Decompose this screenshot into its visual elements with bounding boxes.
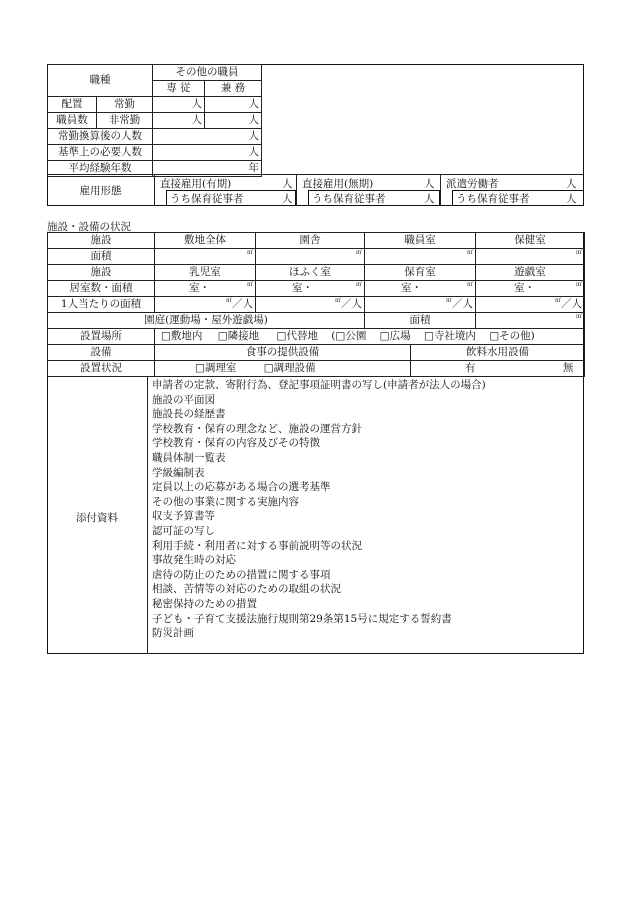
playroom-per-person-field[interactable]: ㎡／人 bbox=[476, 297, 585, 313]
dispatch-unit[interactable]: 人 bbox=[566, 178, 577, 190]
attachment-item: 職員体制一覧表 bbox=[152, 451, 226, 464]
attachment-item: 利用手続・利用者に対する事前説明等の状況 bbox=[152, 539, 362, 552]
nursery-per-person-field[interactable]: ㎡／人 bbox=[365, 297, 476, 313]
attachment-item: 定員以上の応募がある場合の選考基準 bbox=[152, 481, 331, 494]
attachment-item: 申請者の定款、寄附行為、登記事項証明書の写し(申請者が法人の場合) bbox=[152, 379, 486, 391]
attachment-item: 防災計画 bbox=[152, 627, 194, 640]
infant-room-label: 乳児室 bbox=[155, 265, 256, 281]
attachment-item: 学校教育・保育の理念など、施設の運営方針 bbox=[152, 422, 362, 435]
crawling-room-label: ほふく室 bbox=[256, 265, 365, 281]
direct-indef-childcare-label: うち保育従事者 bbox=[312, 193, 386, 205]
converted-label: 常勤換算後の人数 bbox=[48, 129, 153, 145]
attachments-list bbox=[152, 378, 486, 641]
health-room-label: 保健室 bbox=[476, 233, 585, 249]
water-equipment-label: 飲料水用設備 bbox=[411, 345, 585, 361]
attachment-item: 事故発生時の対応 bbox=[152, 554, 236, 567]
attachment-item: 施設長の経歴書 bbox=[152, 408, 226, 421]
garden-label: 園庭(運動場・屋外遊戯場) bbox=[48, 313, 365, 329]
attachments-label: 添付資料 bbox=[76, 512, 118, 524]
meal-equipment-label: 食事の提供設備 bbox=[155, 345, 411, 361]
direct-indef-childcare-unit[interactable]: 人 bbox=[424, 193, 435, 205]
direct-fixed-childcare-unit[interactable]: 人 bbox=[282, 193, 293, 205]
facility-label-2: 施設 bbox=[48, 265, 155, 281]
attachment-item: 学級編制表 bbox=[152, 466, 205, 479]
regular-parttime-field[interactable]: 人 bbox=[205, 97, 262, 113]
required-field[interactable]: 人 bbox=[153, 145, 262, 161]
regular-label: 常勤 bbox=[97, 97, 153, 113]
crawling-rooms-field[interactable]: 室・ ㎡ bbox=[256, 281, 365, 297]
checkbox-park[interactable]: (□公園 bbox=[331, 330, 367, 342]
direct-fixed-childcare-label: うち保育従事者 bbox=[170, 193, 244, 205]
site-whole-label: 敷地全体 bbox=[155, 233, 256, 249]
nursery-rooms-field[interactable]: 室・ ㎡ bbox=[365, 281, 476, 297]
meal-options bbox=[155, 361, 411, 377]
staff-room-label: 職員室 bbox=[365, 233, 476, 249]
attachment-item: 子ども・子育て支援法施行規則第29条第15号に規定する誓約書 bbox=[152, 612, 452, 625]
fulltime-label: 専 従 bbox=[153, 81, 205, 97]
checkbox-temple[interactable]: □寺社境内 bbox=[423, 330, 476, 342]
regular-fulltime-field[interactable]: 人 bbox=[153, 97, 205, 113]
garden-area-label: 面積 bbox=[365, 313, 476, 329]
checkbox-on-site[interactable]: □敷地内 bbox=[161, 330, 203, 342]
install-status-label: 設置状況 bbox=[48, 361, 155, 377]
location-options bbox=[155, 329, 585, 345]
checkbox-substitute[interactable]: □代替地 bbox=[276, 330, 318, 342]
per-person-label: 1人当たりの面積 bbox=[48, 297, 155, 313]
checkbox-other[interactable]: □その他) bbox=[489, 330, 535, 342]
nonregular-fulltime-field[interactable]: 人 bbox=[153, 113, 205, 129]
avg-years-label: 平均経験年数 bbox=[48, 161, 153, 177]
water-yes[interactable]: 有 bbox=[465, 362, 476, 374]
attachment-item: 施設の平面図 bbox=[152, 393, 215, 406]
water-options bbox=[411, 361, 585, 377]
facility-label-1: 施設 bbox=[48, 233, 155, 249]
building-area-field[interactable]: ㎡ bbox=[256, 249, 365, 265]
playroom-rooms-field[interactable]: 室・ ㎡ bbox=[476, 281, 585, 297]
attachment-item: 認可証の写し bbox=[152, 524, 215, 537]
crawling-per-person-field[interactable]: ㎡／人 bbox=[256, 297, 365, 313]
attachment-item: 学校教育・保育の内容及びその特徴 bbox=[152, 437, 320, 450]
dispatch-childcare-label: うち保育従事者 bbox=[456, 193, 530, 205]
nursery-room-label: 保育室 bbox=[365, 265, 476, 281]
checkbox-adjacent[interactable]: □隣接地 bbox=[217, 330, 260, 342]
direct-fixed-label: 直接雇用(有期) bbox=[160, 178, 232, 190]
attachment-item: その他の事業に関する実施内容 bbox=[152, 495, 299, 508]
converted-field[interactable]: 人 bbox=[153, 129, 262, 145]
attachment-item: 収支予算書等 bbox=[152, 510, 215, 523]
nonregular-label: 非常勤 bbox=[97, 113, 153, 129]
assignment-label: 配置 bbox=[48, 97, 97, 113]
required-label: 基準上の必要人数 bbox=[48, 145, 153, 161]
facilities-grid bbox=[47, 232, 585, 377]
attachment-item: 虐待の防止のための措置に関する事項 bbox=[152, 568, 331, 581]
location-label: 設置場所 bbox=[48, 329, 155, 345]
attachment-item: 相談、苦情等の対応のための取組の状況 bbox=[152, 583, 341, 596]
infant-per-person-field[interactable]: ㎡／人 bbox=[155, 297, 256, 313]
employment-label: 雇用形態 bbox=[79, 185, 122, 197]
other-staff-label: その他の職員 bbox=[153, 65, 262, 81]
staff-count-label: 職員数 bbox=[48, 113, 97, 129]
direct-indef-label: 直接雇用(無期) bbox=[302, 178, 374, 190]
rooms-area-label: 居室数・面積 bbox=[48, 281, 155, 297]
staff-room-area-field[interactable]: ㎡ bbox=[365, 249, 476, 265]
nonregular-parttime-field[interactable]: 人 bbox=[205, 113, 262, 129]
equipment-label: 設備 bbox=[48, 345, 155, 361]
health-room-area-field[interactable]: ㎡ bbox=[476, 249, 585, 265]
parttime-label: 兼 務 bbox=[205, 81, 262, 97]
area-label: 面積 bbox=[48, 249, 155, 265]
direct-fixed-unit[interactable]: 人 bbox=[282, 178, 293, 190]
attachment-item: 秘密保持のための措置 bbox=[152, 597, 257, 610]
garden-area-field[interactable]: ㎡ bbox=[476, 313, 585, 329]
checkbox-cooking-room[interactable]: □調理室 bbox=[195, 362, 237, 374]
direct-indef-unit[interactable]: 人 bbox=[424, 178, 435, 190]
building-label: 園舎 bbox=[256, 233, 365, 249]
facilities-heading: 施設・設備の状況 bbox=[47, 221, 131, 233]
water-no[interactable]: 無 bbox=[562, 362, 574, 374]
checkbox-cooking-equip[interactable]: □調理設備 bbox=[263, 362, 316, 374]
job-type-label: 職種 bbox=[48, 65, 153, 97]
dispatch-label: 派遣労働者 bbox=[446, 178, 499, 190]
playroom-label: 遊戯室 bbox=[476, 265, 585, 281]
infant-rooms-field[interactable]: 室・ ㎡ bbox=[155, 281, 256, 297]
avg-years-field[interactable]: 年 bbox=[153, 161, 262, 177]
staff-grid bbox=[47, 64, 262, 177]
dispatch-childcare-unit[interactable]: 人 bbox=[566, 193, 577, 205]
site-area-field[interactable]: ㎡ bbox=[155, 249, 256, 265]
checkbox-plaza[interactable]: □広場 bbox=[379, 330, 411, 342]
